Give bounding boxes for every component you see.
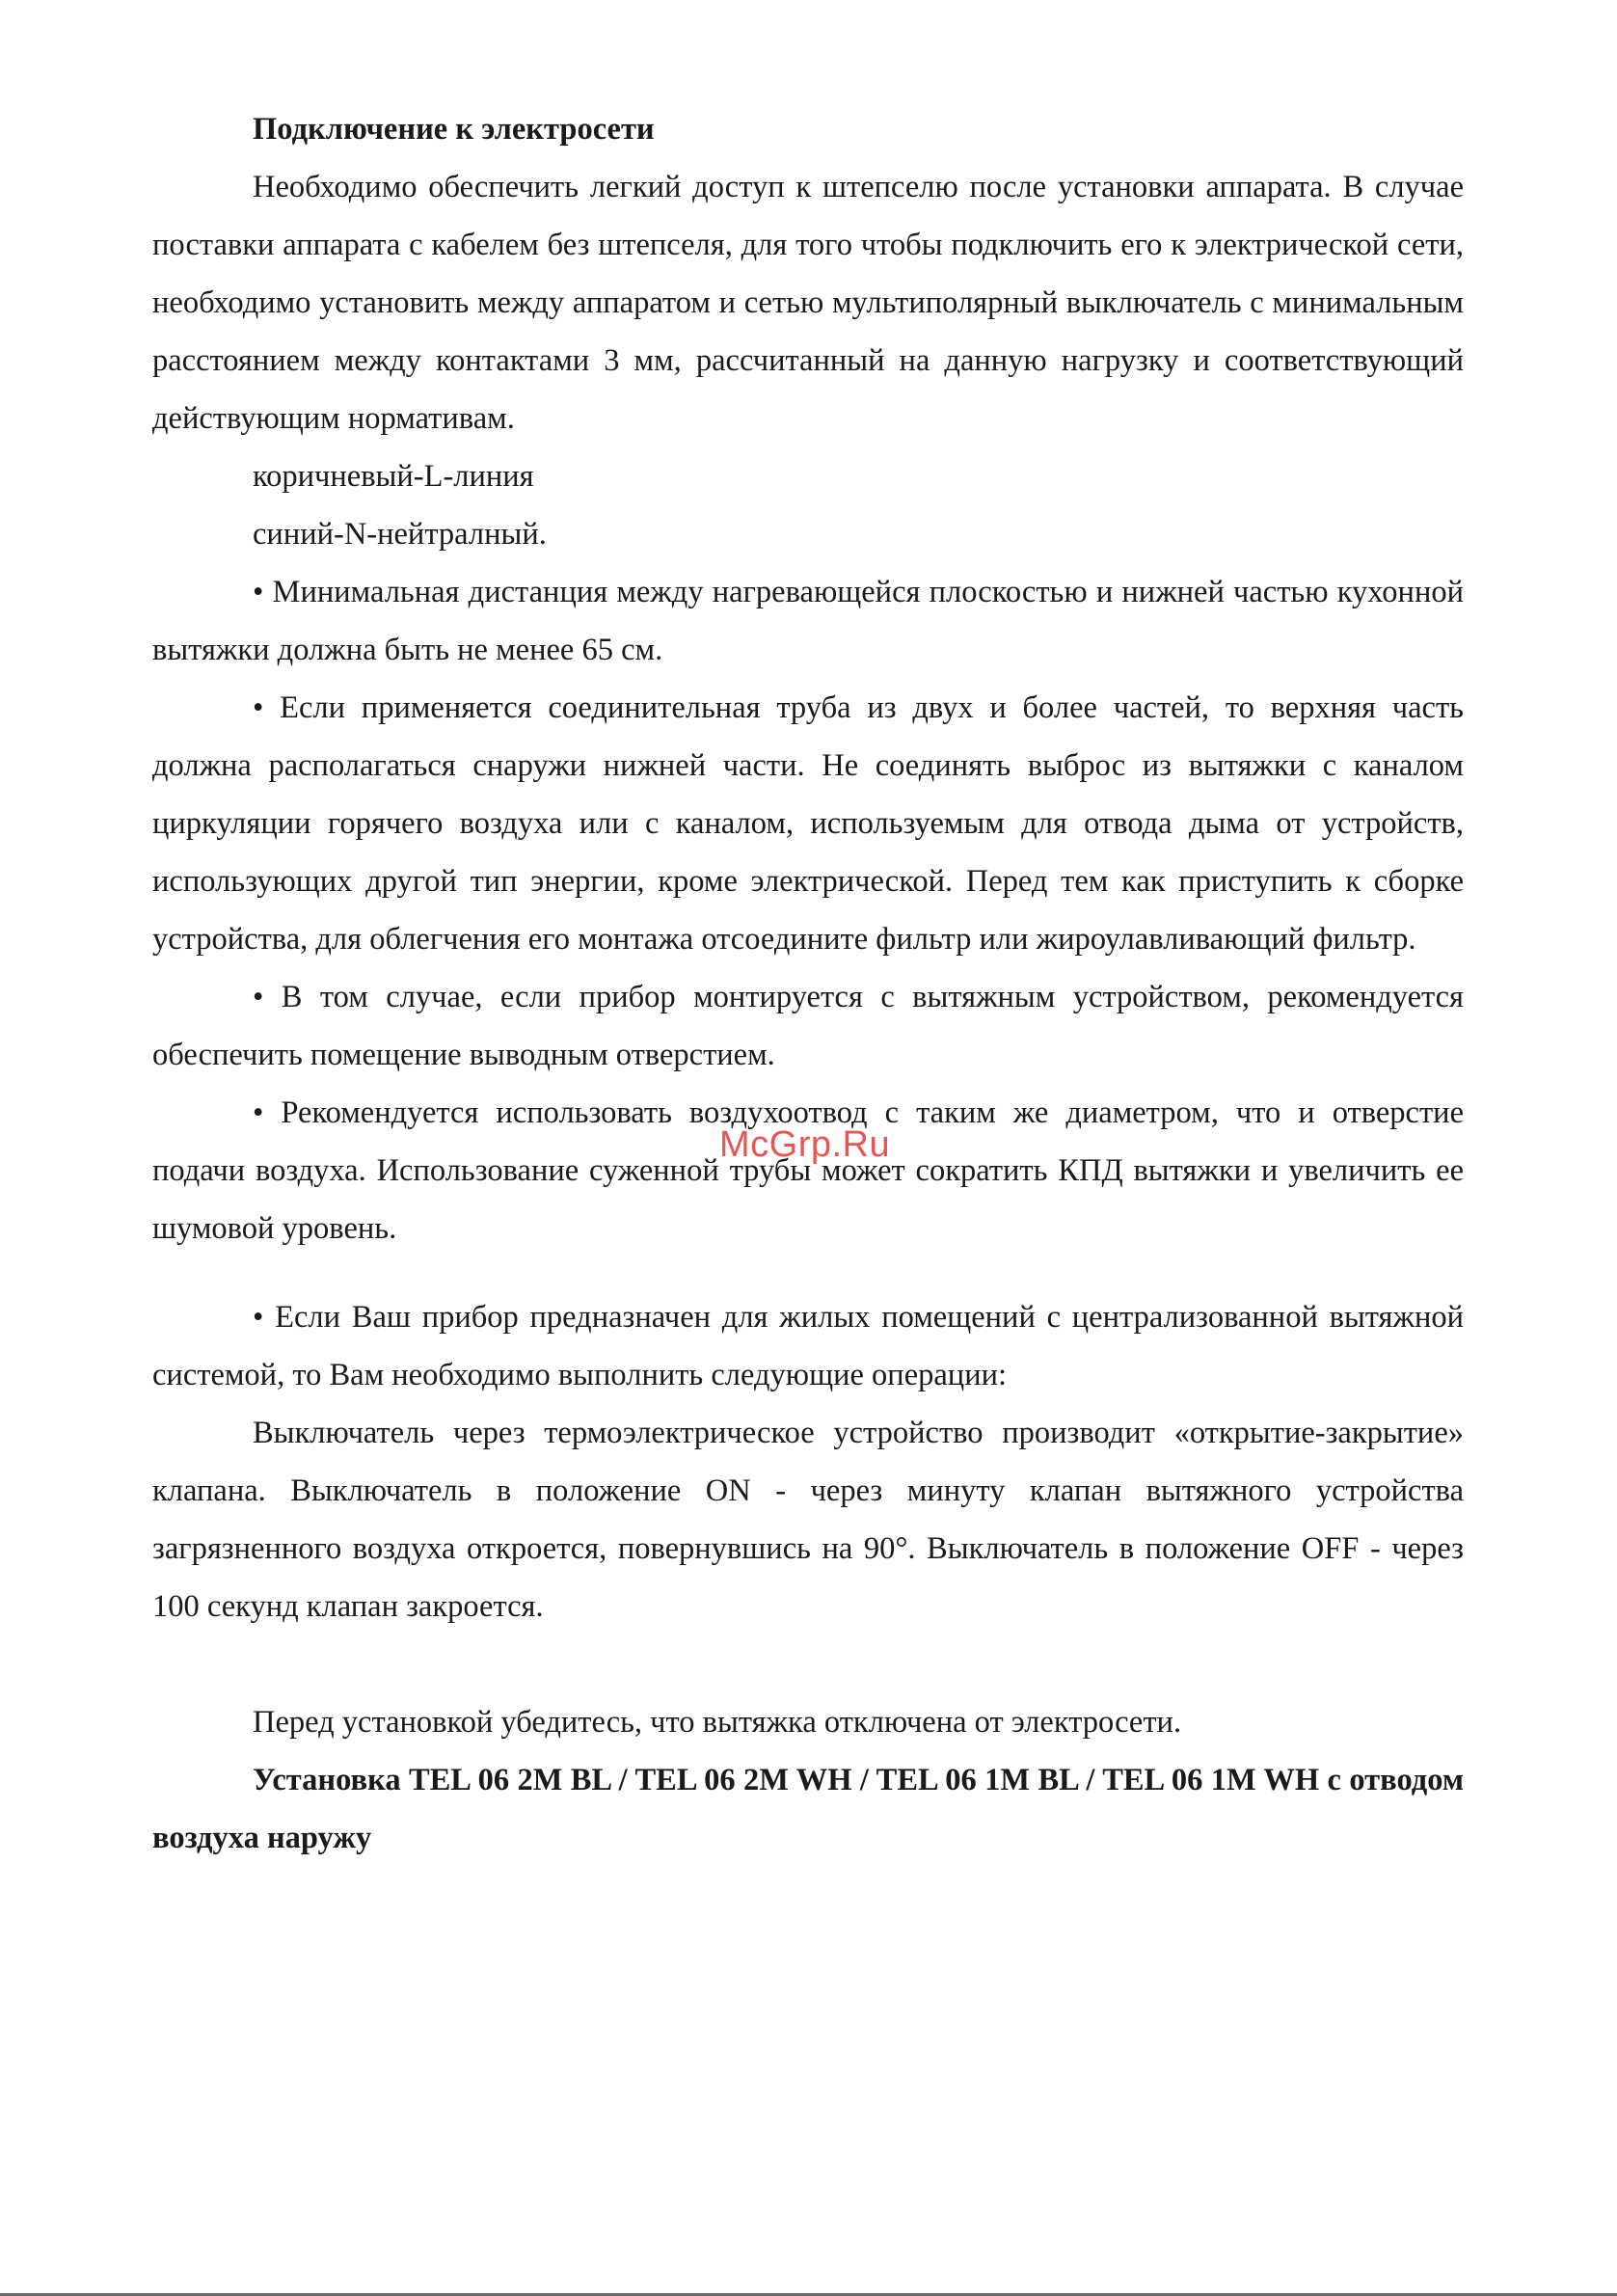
bullet-outlet: • В том случае, если прибор монтируется с вытяжным устройством, рекомендуется обеспечить помещение выводным отверстием. — [152, 980, 1464, 1072]
bullet-pipe: • Если применяется соединительная труба из двух и более частей, то верхняя часть должна располагаться снаружи нижней части. Не соединять выброс из вытяжки с каналом циркуляции горячего воздуха или с каналом, используемым для отвода дыма от устройств, использующих другой тип энергии, кроме электрической. Перед тем как приступить к сборке устройства, для облегчения его монтажа отсоедините фильтр или жироулавливающий фильтр. — [152, 690, 1464, 957]
spacer — [152, 1257, 1464, 1288]
section-heading-connection: Подключение к электросети — [253, 112, 655, 147]
bullet-central-exhaust: • Если Ваш прибор предназначен для жилых помещений с централизованной вытяжной системой, то Вам необходимо выполнить следующие операции: — [152, 1300, 1464, 1392]
wire-brown-line: коричневый-L-линия — [253, 459, 534, 494]
document-page — [152, 100, 1464, 1867]
watermark: McGrp.Ru — [719, 1124, 891, 1165]
section-heading-install: Установка TEL 06 2M BL / TEL 06 2M WH / TEL 06 1M BL / TEL 06 1M WH с отводом воздуха наружу — [152, 1763, 1464, 1855]
bullet-min-distance: • Минимальная дистанция между нагревающейся плоскостью и нижней частью кухонной вытяжки должна быть не менее 65 см. — [152, 575, 1464, 667]
paragraph-before-install: Перед установкой убедитесь, что вытяжка отключена от электросети. — [253, 1705, 1182, 1740]
bullet-duct-diameter: • Рекомендуется использовать воздухоотвод с таким же диаметром, что и отверстие подачи воздуха. Использование суженной трубы может сократить КПД вытяжки и увеличить ее шумовой уровень. — [152, 1095, 1464, 1246]
spacer — [152, 1635, 1464, 1693]
paragraph-switch: Выключатель через термоэлектрическое устройство производит «открытие-закрытие» клапана. Выключатель в положение ON - через минуту клапан вытяжного устройства загрязненного воздуха откроется, повернувшись на 90°. Выключатель в положение OFF - через 100 секунд клапан закроется. — [152, 1416, 1464, 1624]
paragraph-access: Необходимо обеспечить легкий доступ к штепселю после установки аппарата. В случае поставки аппарата с кабелем без штепселя, для того чтобы подключить его к электрической сети, необходимо установить между аппаратом и сетью мультиполярный выключатель с минимальным расстоянием между контактами 3 мм, рассчитанный на данную нагрузку и соответствующий действующим нормативам. — [152, 170, 1464, 436]
wire-blue-line: синий-N-нейтралный. — [253, 517, 547, 552]
